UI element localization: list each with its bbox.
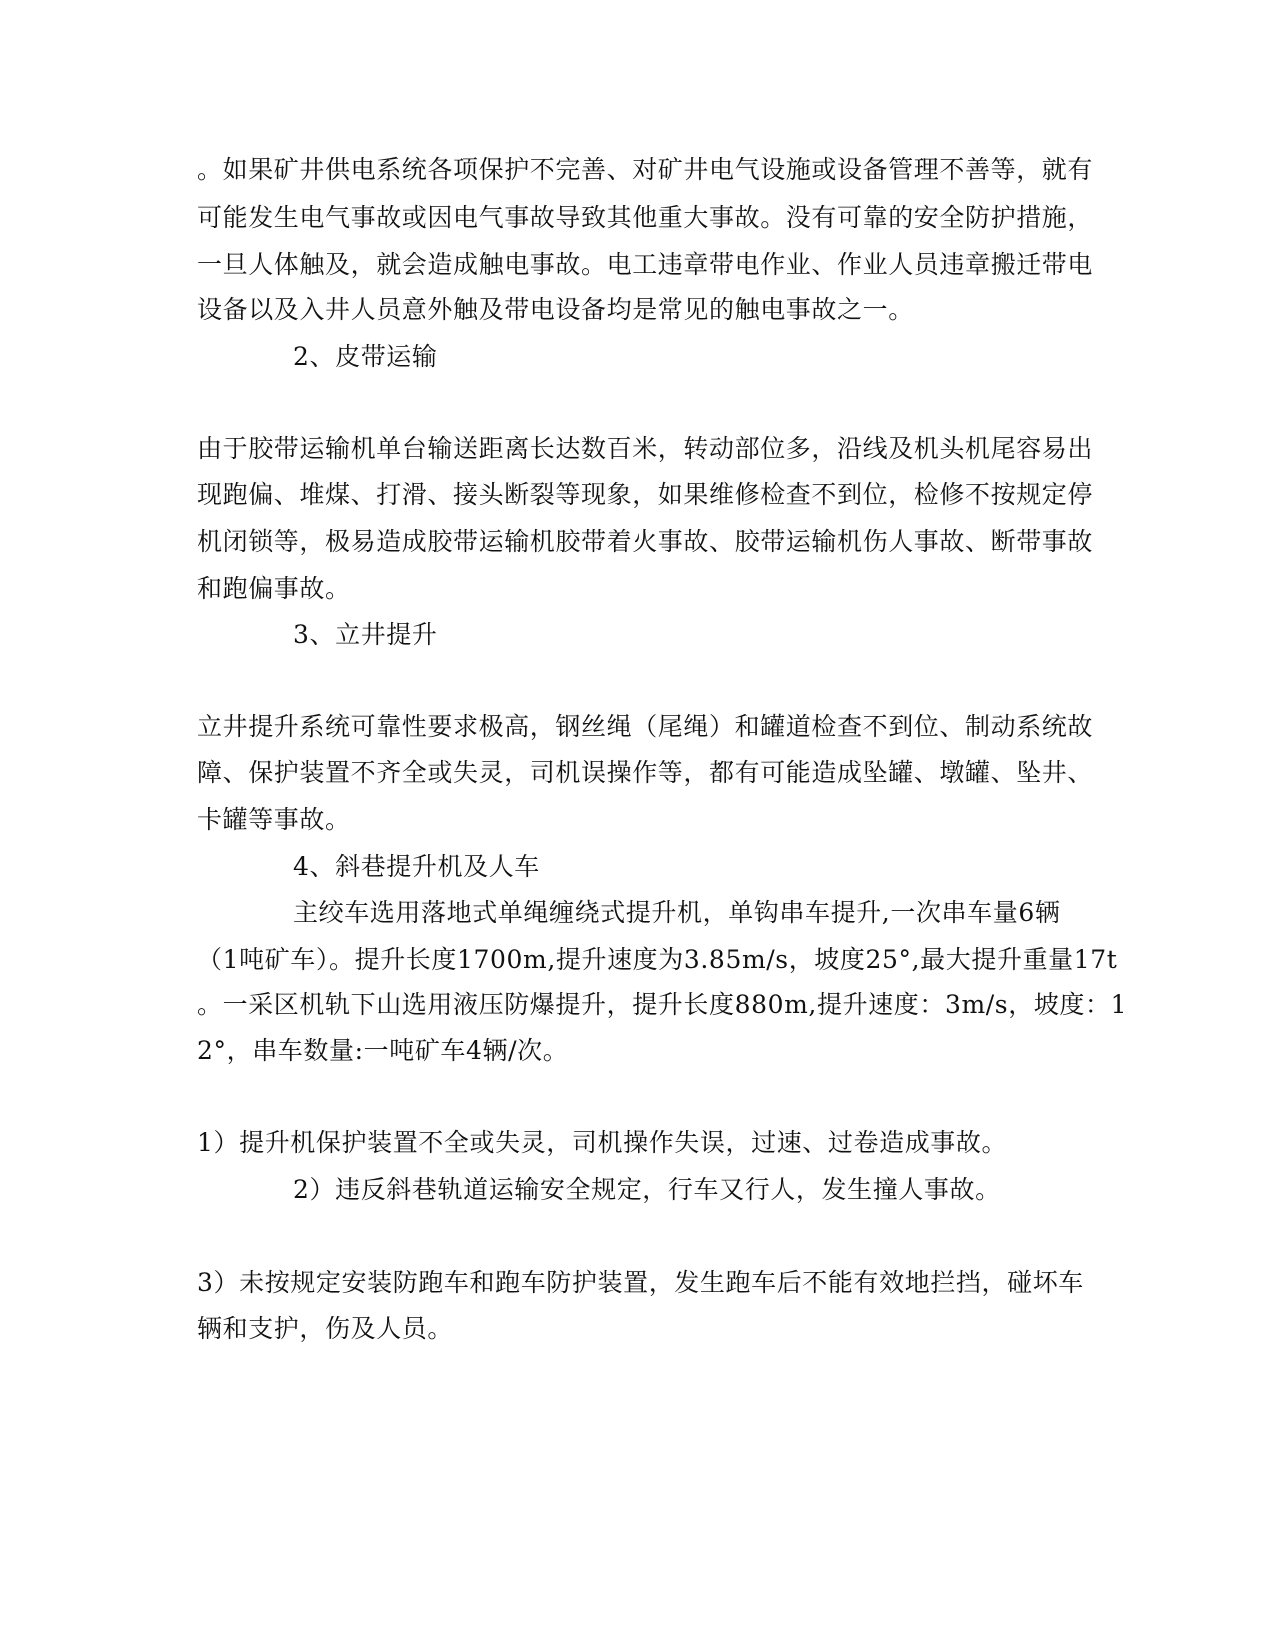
para-incline-line-2: （1吨矿车）。提升长度1700m,提升速度为3.85m/s，坡度25°,最大提升重量17t: [197, 945, 1118, 974]
list-item-3-line-2: 辆和支护，伤及人员。: [197, 1314, 454, 1343]
para-incline-line-3: 。一采区机轨下山选用液压防爆提升，提升长度880m,提升速度：3m/s，坡度：1: [197, 990, 1128, 1019]
para-shaft-line-2: 障、保护装置不齐全或失灵，司机误操作等，都有可能造成坠罐、墩罐、坠井、: [197, 758, 1094, 787]
para-electric-line-2: 可能发生电气事故或因电气事故导致其他重大事故。没有可靠的安全防护措施，: [197, 203, 1094, 232]
list-item-3-line-1: 3）未按规定安装防跑车和跑车防护装置，发生跑车后不能有效地拦挡，碰坏车: [197, 1268, 1084, 1297]
para-belt-line-2: 现跑偏、堆煤、打滑、接头断裂等现象，如果维修检查不到位，检修不按规定停: [197, 480, 1094, 509]
para-belt-line-1: 由于胶带运输机单台输送距离长达数百米，转动部位多，沿线及机头机尾容易出: [197, 434, 1094, 463]
para-incline-line-4: 2°，串车数量:一吨矿车4辆/次。: [197, 1036, 569, 1065]
heading-shaft-hoisting: 3、立井提升: [293, 620, 438, 649]
para-electric-line-1: 。如果矿井供电系统各项保护不完善、对矿井电气设施或设备管理不善等，就有: [197, 155, 1094, 184]
para-shaft-line-1: 立井提升系统可靠性要求极高，钢丝绳（尾绳）和罐道检查不到位、制动系统故: [197, 712, 1094, 741]
heading-belt-transport: 2、皮带运输: [293, 342, 438, 371]
para-electric-line-4: 设备以及入井人员意外触及带电设备均是常见的触电事故之一。: [197, 295, 914, 324]
list-item-2: 2）违反斜巷轨道运输安全规定，行车又行人，发生撞人事故。: [293, 1175, 1001, 1204]
para-belt-line-4: 和跑偏事故。: [197, 574, 351, 603]
para-belt-line-3: 机闭锁等，极易造成胶带运输机胶带着火事故、胶带运输机伤人事故、断带事故: [197, 527, 1094, 556]
para-electric-line-3: 一旦人体触及，就会造成触电事故。电工违章带电作业、作业人员违章搬迁带电: [197, 250, 1094, 279]
list-item-1: 1）提升机保护装置不全或失灵，司机操作失误，过速、过卷造成事故。: [197, 1128, 1008, 1157]
heading-incline-hoist: 4、斜巷提升机及人车: [293, 852, 540, 881]
para-incline-line-1: 主绞车选用落地式单绳缠绕式提升机，单钩串车提升,一次串车量6辆: [293, 898, 1061, 927]
para-shaft-line-3: 卡罐等事故。: [197, 805, 351, 834]
